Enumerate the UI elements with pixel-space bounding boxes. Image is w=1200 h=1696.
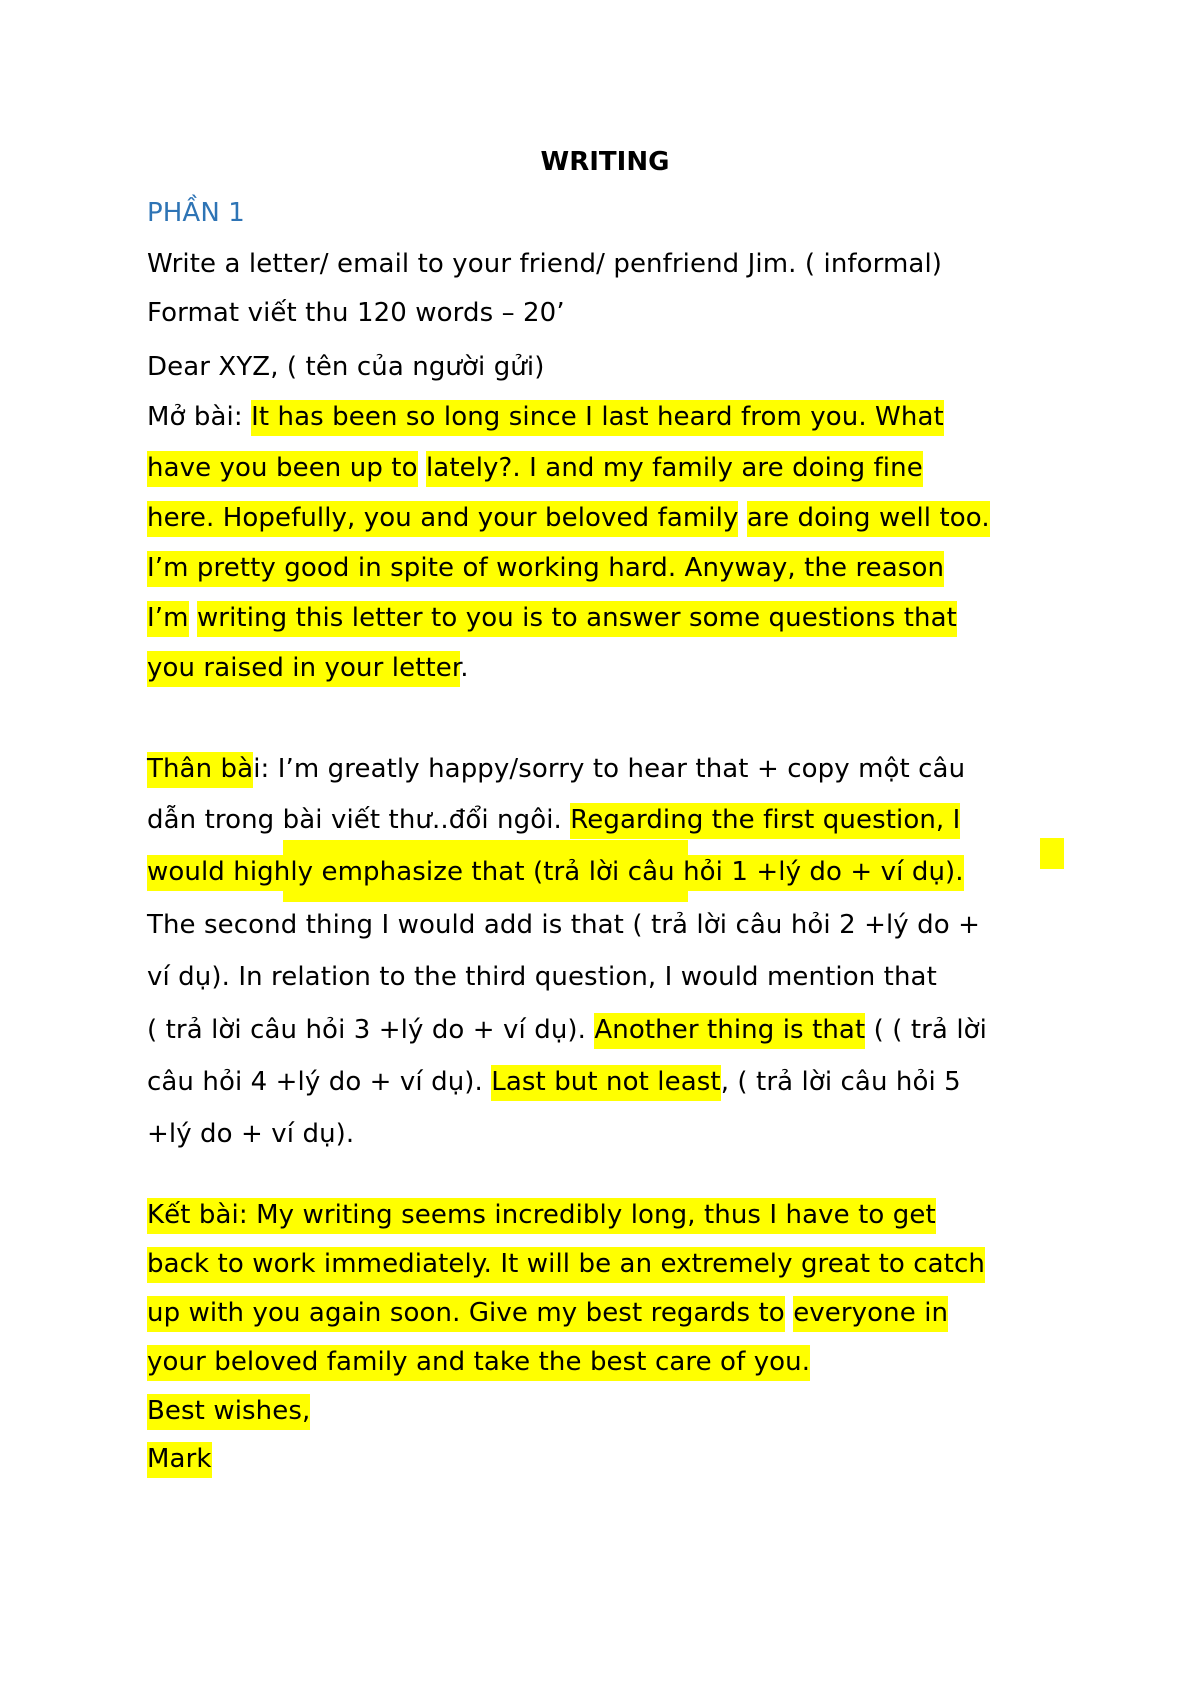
body-line-7 <box>147 1065 961 1099</box>
intro-line-6 <box>147 651 469 685</box>
intro-line-3 <box>147 501 990 535</box>
format-text: Format viết thu 120 words – 20’ <box>147 298 565 328</box>
signature-line <box>147 1442 212 1476</box>
body-text-2a: dẫn trong bài viết thư..đổi ngôi. <box>147 805 571 835</box>
intro-highlight-6: you raised in your letter <box>147 651 460 687</box>
body-line-6 <box>147 1013 987 1047</box>
body-line-2 <box>147 803 960 837</box>
intro-line-4 <box>147 551 944 585</box>
conclusion-highlight-3a: up with you again soon. Give my best regards to <box>147 1296 785 1332</box>
body-line-8: +lý do + ví dụ). <box>147 1119 355 1149</box>
body-highlight-3: would highly emphasize that (trả lời câu hỏi 1 +lý do + ví dụ). <box>147 855 964 891</box>
conclusion-highlight-1: Kết bài: My writing seems incredibly long, thus I have to get <box>147 1198 936 1234</box>
body-text-7a: câu hỏi 4 +lý do + ví dụ). <box>147 1067 492 1097</box>
conclusion-line-1 <box>147 1198 936 1232</box>
page-title: WRITING <box>540 147 670 177</box>
intro-highlight-5b: writing this letter to you is to answer some questions that <box>197 601 957 637</box>
intro-highlight-1: It has been so long since I last heard from you. What <box>251 400 944 436</box>
intro-line-5 <box>147 601 957 635</box>
body-line-1 <box>147 752 965 786</box>
intro-line-1 <box>147 400 944 434</box>
intro-highlight-2a: have you been up to <box>147 451 418 487</box>
body-highlight-7b: Last but not least <box>491 1065 720 1101</box>
intro-label: Mở bài: <box>147 402 252 432</box>
task-text: Write a letter/ email to your friend/ penfriend Jim. ( informal) <box>147 249 943 279</box>
conclusion-highlight-2: back to work immediately. It will be an extremely great to catch <box>147 1247 985 1283</box>
body-line-4: The second thing I would add is that ( trả lời câu hỏi 2 +lý do + <box>147 910 981 940</box>
intro-line-2 <box>147 451 923 485</box>
body-label-rest: i: I’m greatly happy/sorry to hear that + copy một câu <box>253 754 966 784</box>
body-text-6a: ( trả lời câu hỏi 3 +lý do + ví dụ). <box>147 1015 595 1045</box>
intro-highlight-3b: are doing well too. <box>747 501 990 537</box>
intro-period: . <box>460 653 469 683</box>
conclusion-line-4 <box>147 1345 810 1379</box>
section-heading: PHẦN 1 <box>147 198 245 228</box>
conclusion-line-2 <box>147 1247 985 1281</box>
intro-highlight-5a: I’m <box>147 601 189 637</box>
conclusion-highlight-4: your beloved family and take the best care of you. <box>147 1345 810 1381</box>
body-highlight-6b: Another thing is that <box>594 1013 865 1049</box>
intro-highlight-3a: here. Hopefully, you and your beloved family <box>147 501 738 537</box>
closing-text: Best wishes, <box>147 1394 310 1430</box>
intro-highlight-2b: lately?. I and my family are doing fine <box>426 451 923 487</box>
signature-text: Mark <box>147 1442 212 1478</box>
intro-highlight-4: I’m pretty good in spite of working hard. Anyway, the reason <box>147 551 944 587</box>
body-line-3 <box>147 855 964 889</box>
conclusion-line-3 <box>147 1296 948 1330</box>
highlight-patch-margin <box>1040 838 1064 869</box>
body-text-6c: ( ( trả lời <box>865 1015 987 1045</box>
body-line-5: ví dụ). In relation to the third question, I would mention that <box>147 962 937 992</box>
body-text-7c: , ( trả lời câu hỏi 5 <box>720 1067 961 1097</box>
greeting-text: Dear XYZ, ( tên của người gửi) <box>147 352 545 382</box>
conclusion-highlight-3b: everyone in <box>793 1296 948 1332</box>
body-label-highlight: Thân bà <box>147 752 253 788</box>
body-highlight-2b: Regarding the first question, I <box>570 803 960 839</box>
closing-line <box>147 1394 310 1428</box>
